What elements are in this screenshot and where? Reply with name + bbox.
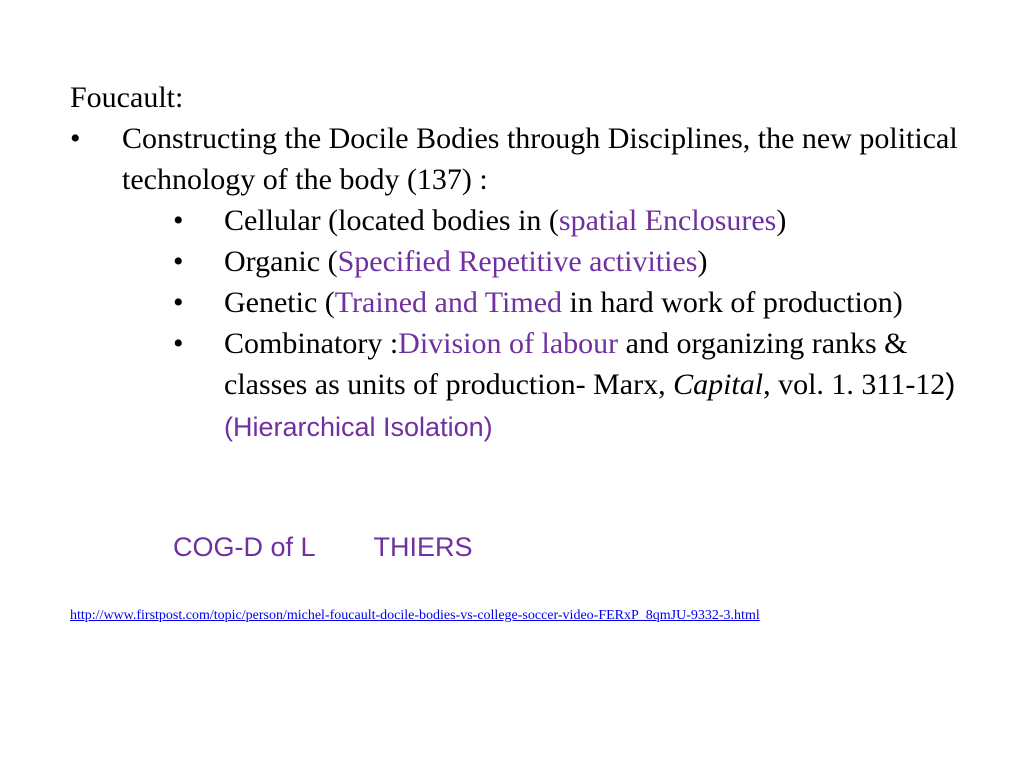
hierarchical-isolation-note: (Hierarchical Isolation) <box>224 412 493 442</box>
item-text-middle: and organizing ranks & classes as units of production- Marx, <box>224 327 908 401</box>
item-text: Organic ( <box>224 245 338 278</box>
item-text-end: in hard work of production) <box>562 286 903 319</box>
item-text-end: ) <box>697 245 708 278</box>
main-bullet-point <box>70 118 1000 200</box>
item-highlight: Division of labour <box>398 327 619 360</box>
sub-bullet-list <box>173 200 983 448</box>
source-link[interactable]: http://www.firstpost.com/topic/person/michel-foucault-docile-bodies-vs-college-soccer-video-FERxP_8qmJU-9332-3.html <box>70 608 760 623</box>
closing-paren: ) <box>945 368 956 401</box>
sub-item-cellular <box>173 200 983 241</box>
item-highlight: Trained and Timed <box>334 286 563 319</box>
main-point-text: Constructing the Docile Bodies through Disciplines, the new political technology of the body (137) : <box>122 122 958 196</box>
item-text-reference: , vol. 1. 311-12 <box>763 368 946 401</box>
item-highlight: spatial Enclosures <box>558 204 777 237</box>
cog-label-division-of-labour: COG-D of L <box>173 532 316 562</box>
sub-item-genetic <box>173 282 983 323</box>
cog-labels <box>173 527 473 567</box>
book-title: Capital <box>673 368 764 401</box>
item-text: Cellular (located bodies in ( <box>224 204 559 237</box>
bullet-marker: • <box>173 204 184 237</box>
item-text-end: ) <box>776 204 787 237</box>
slide-title: Foucault: <box>70 81 184 114</box>
bullet-marker: • <box>173 245 184 278</box>
bullet-marker: • <box>173 286 184 319</box>
item-text: Genetic ( <box>224 286 335 319</box>
sub-item-organic <box>173 241 983 282</box>
bullet-marker: • <box>173 327 184 360</box>
item-text: Combinatory : <box>224 327 399 360</box>
cog-label-thiers: THIERS <box>373 532 473 562</box>
bullet-marker: • <box>70 122 81 155</box>
sub-item-combinatory <box>173 323 983 448</box>
item-highlight: Specified Repetitive activities <box>337 245 698 278</box>
